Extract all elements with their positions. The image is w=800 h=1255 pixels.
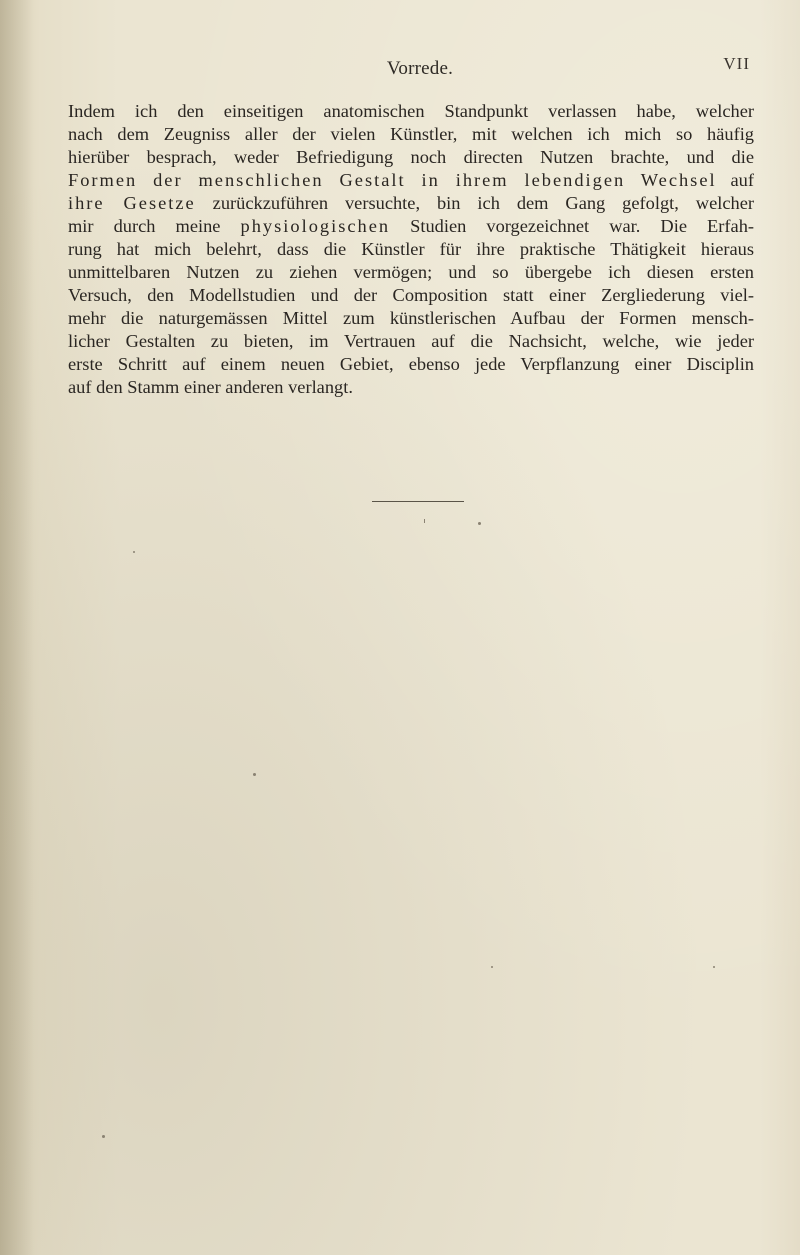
text-line — [68, 146, 754, 169]
text-segment: mehr die naturgemässen Mittel zum künstlerischen Aufbau der Formen mensch- — [68, 308, 754, 328]
text-segment: hierüber besprach, weder Befriedigung noch directen Nutzen brachte, und die — [68, 147, 754, 167]
text-line — [68, 192, 754, 215]
paper-speck — [491, 966, 493, 968]
page-number: VII — [723, 54, 750, 73]
text-segment: auf — [716, 170, 754, 190]
text-segment: zurückzuführen versuchte, bin ich dem Gang gefolgt, welcher — [195, 193, 755, 213]
text-line — [68, 261, 754, 284]
paper-speck — [133, 551, 135, 553]
text-segment: Indem ich den einseitigen anatomischen Standpunkt verlassen habe, welcher — [68, 101, 754, 121]
text-line — [68, 284, 754, 307]
text-segment: Studien vorgezeichnet war. Die Erfah- — [390, 216, 755, 236]
text-segment: nach dem Zeugniss aller der vielen Künstler, mit welchen ich mich so häufig — [68, 124, 754, 144]
text-segment: licher Gestalten zu bieten, im Vertrauen auf die Nachsicht, welche, wie jeder — [68, 331, 754, 351]
text-segment: mir durch meine — [68, 216, 241, 236]
emphasized-text: ihre Gesetze — [68, 193, 196, 213]
text-line — [68, 307, 754, 330]
running-title: Vorrede. — [386, 58, 454, 79]
text-segment: erste Schritt auf einem neuen Gebiet, ebenso jede Verpflanzung einer Disciplin — [68, 354, 754, 374]
text-line — [68, 169, 754, 192]
emphasized-text: physiologischen — [240, 216, 391, 236]
text-line — [68, 353, 754, 376]
text-line — [68, 215, 754, 238]
text-line — [68, 100, 754, 123]
section-divider-rule — [372, 501, 464, 502]
page-edge-shadow — [0, 0, 34, 1255]
text-segment: rung hat mich belehrt, dass die Künstler für ihre praktische Thätigkeit hieraus — [68, 239, 754, 259]
paper-speck — [424, 519, 425, 523]
text-line — [68, 238, 754, 261]
paper-speck — [713, 966, 715, 968]
preface-paragraph — [68, 100, 754, 399]
text-segment: unmittelbaren Nutzen zu ziehen vermögen; und so übergebe ich diesen ersten — [68, 262, 754, 282]
paper-speck — [253, 773, 256, 776]
text-line — [68, 330, 754, 353]
paper-speck — [102, 1135, 105, 1138]
text-line — [68, 123, 754, 146]
text-segment: auf den Stamm einer anderen verlangt. — [68, 377, 353, 397]
emphasized-text: Formen der menschlichen Gestalt in ihrem lebendigen Wechsel — [68, 170, 717, 190]
text-line — [68, 376, 754, 399]
text-segment: Versuch, den Modellstudien und der Composition statt einer Zergliederung viel- — [68, 285, 754, 305]
paper-speck — [478, 522, 481, 525]
